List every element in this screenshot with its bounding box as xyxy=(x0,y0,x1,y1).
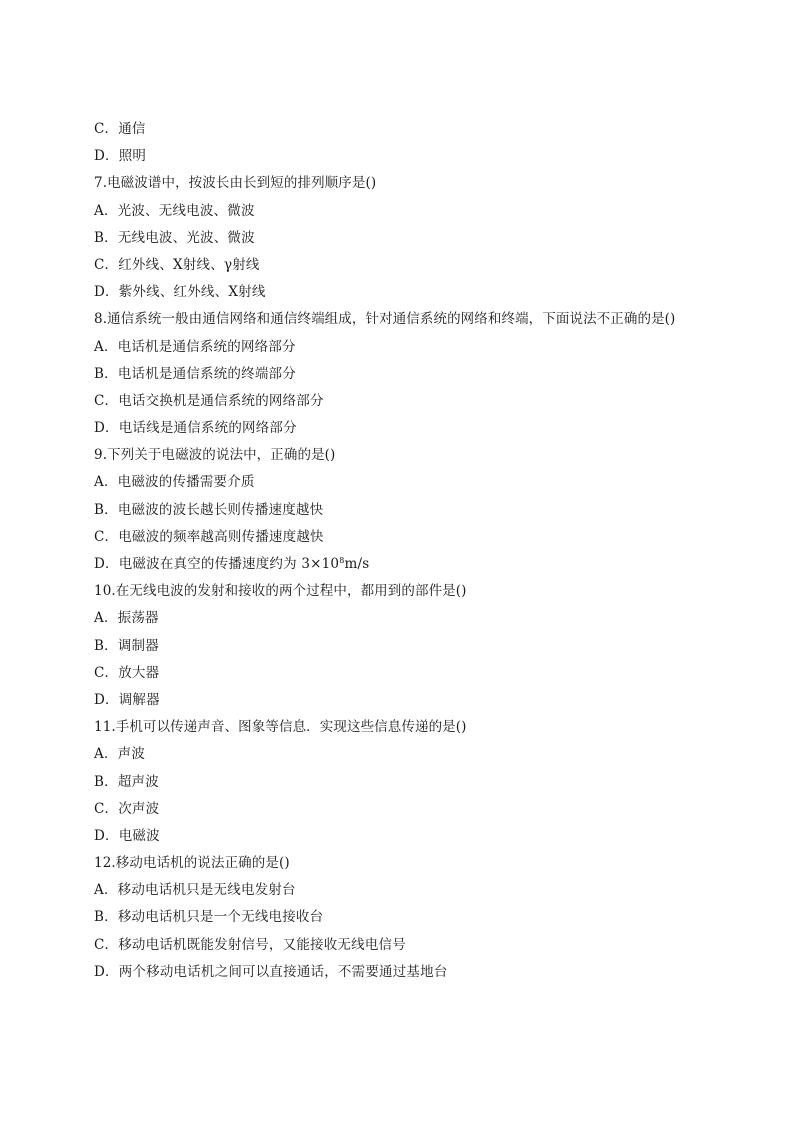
answer-option: C．电磁波的频率越高则传播速度越快 xyxy=(94,528,324,545)
question-stem: 11.手机可以传递声音、图象等信息．实现这些信息传递的是() xyxy=(94,719,467,736)
question-list xyxy=(94,118,734,988)
answer-option: B．无线电波、光波、微波 xyxy=(94,229,255,246)
answer-option: D．电话线是通信系统的网络部分 xyxy=(94,420,297,437)
answer-option: C．移动电话机既能发射信号，又能接收无线电信号 xyxy=(94,936,406,953)
answer-option: B．电磁波的波长越长则传播速度越快 xyxy=(94,501,324,518)
answer-option: C．红外线、X射线、γ射线 xyxy=(94,256,260,273)
answer-option: B．调制器 xyxy=(94,637,159,654)
answer-option: C．通信 xyxy=(94,121,146,137)
answer-option: D．电磁波 xyxy=(94,827,160,844)
answer-option: A．光波、无线电波、微波 xyxy=(94,202,255,219)
answer-option: D．两个移动电话机之间可以直接通话，不需要通过基地台 xyxy=(94,963,448,980)
answer-option: B．移动电话机只是一个无线电接收台 xyxy=(94,909,324,926)
question-stem: 7.电磁波谱中，按波长由长到短的排列顺序是() xyxy=(94,175,377,192)
answer-option: D．紫外线、红外线、X射线 xyxy=(94,284,266,301)
question-stem: 8.通信系统一般由通信网络和通信终端组成，针对通信系统的网络和终端，下面说法不正确的是() xyxy=(94,311,676,328)
option-text: D．电磁波在真空的传播速度约为 3×10 xyxy=(94,556,340,572)
answer-option: A．电磁波的传播需要介质 xyxy=(94,474,255,491)
answer-option: B．电话机是通信系统的终端部分 xyxy=(94,365,296,382)
answer-option: C．次声波 xyxy=(94,800,160,817)
answer-option: D．调解器 xyxy=(94,691,160,708)
question-stem: 10.在无线电波的发射和接收的两个过程中，都用到的部件是() xyxy=(94,583,467,600)
question-stem: 12.移动电话机的说法正确的是() xyxy=(94,855,290,872)
answer-option: D．照明 xyxy=(94,148,147,165)
exponent: 8 xyxy=(339,556,345,565)
unit-text: m/s xyxy=(344,556,370,572)
question-stem: 9.下列关于电磁波的说法中，正确的是() xyxy=(94,447,336,464)
answer-option xyxy=(94,553,734,580)
answer-option: C．电话交换机是通信系统的网络部分 xyxy=(94,392,324,409)
answer-option: A．振荡器 xyxy=(94,610,159,627)
answer-option: A．移动电话机只是无线电发射台 xyxy=(94,882,296,899)
answer-option: A．声波 xyxy=(94,746,146,763)
answer-option: B．超声波 xyxy=(94,773,159,790)
answer-option: C．放大器 xyxy=(94,664,160,681)
answer-option: A．电话机是通信系统的网络部分 xyxy=(94,338,296,355)
